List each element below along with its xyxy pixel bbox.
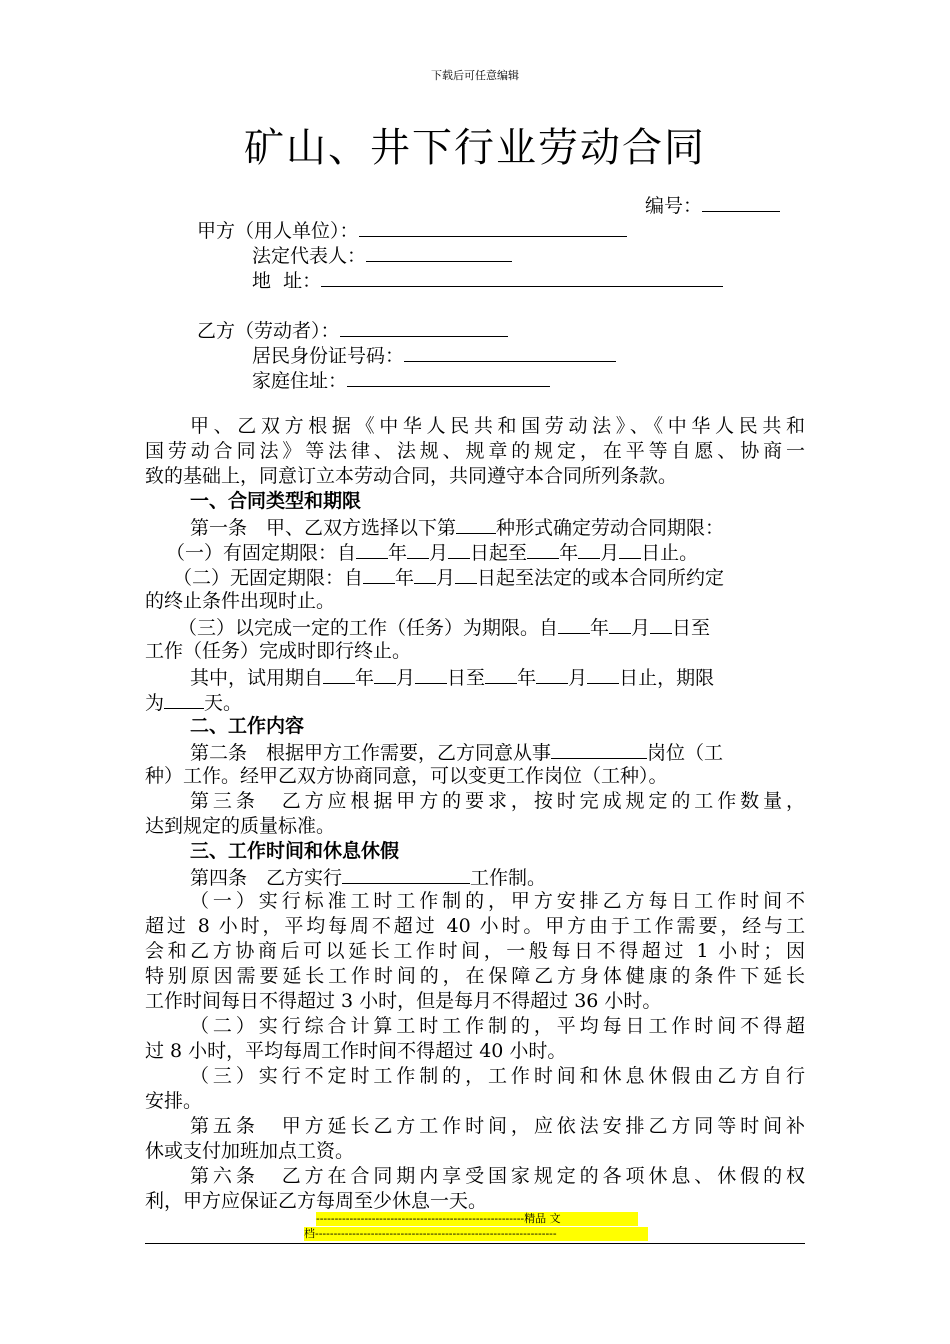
unit: 月 bbox=[396, 667, 416, 689]
option-2 bbox=[173, 564, 724, 591]
article-text: 第二条 根据甲方工作需要，乙方同意从事 bbox=[190, 742, 552, 764]
article-4 bbox=[190, 864, 546, 891]
unit: 日至 bbox=[447, 667, 486, 689]
party-b-id-row bbox=[252, 342, 616, 369]
blank[interactable] bbox=[415, 664, 447, 684]
option-text: 日起至法定的或本合同所约定 bbox=[477, 567, 725, 589]
clause-line: 安排。 bbox=[145, 1090, 203, 1112]
blank[interactable] bbox=[374, 664, 396, 684]
blank[interactable] bbox=[323, 664, 355, 684]
clause-line: （三）实行不定时工作制的，工作时间和休息休假由乙方自行 bbox=[190, 1065, 805, 1087]
document-title: 矿山、井下行业劳动合同 bbox=[244, 125, 706, 171]
party-a-addr-label: 地 址： bbox=[252, 270, 322, 292]
article-6: 第六条 乙方在合同期内享受国家规定的各项休息、休假的权 bbox=[190, 1165, 805, 1187]
unit: 年 bbox=[388, 542, 408, 564]
trial-text: 天。 bbox=[204, 692, 243, 714]
section-heading: 三、工作时间和休息休假 bbox=[190, 840, 400, 862]
article-5-cont: 休或支付加班加点工资。 bbox=[145, 1140, 355, 1162]
clause-line: 特别原因需要延长工作时间的，在保障乙方身体健康的条件下延长 bbox=[145, 965, 805, 987]
unit: 年 bbox=[395, 567, 415, 589]
blank[interactable] bbox=[356, 539, 388, 559]
blank[interactable] bbox=[455, 564, 477, 584]
blank[interactable] bbox=[587, 664, 619, 684]
party-b-label: 乙方（劳动者）： bbox=[197, 320, 340, 342]
unit: 月 bbox=[600, 542, 620, 564]
article-2-cont: 种）工作。经甲乙双方协商同意，可以变更工作岗位（工种）。 bbox=[145, 765, 668, 787]
article-text: 工作制。 bbox=[470, 867, 547, 889]
unit: 月 bbox=[436, 567, 456, 589]
contract-number-blank[interactable] bbox=[702, 192, 780, 212]
blank[interactable] bbox=[619, 539, 641, 559]
blank[interactable] bbox=[609, 614, 631, 634]
party-a-label: 甲方（用人单位）： bbox=[197, 220, 359, 242]
unit: 年 bbox=[517, 667, 537, 689]
option-text: （一）有固定期限：自 bbox=[166, 542, 357, 564]
contract-number bbox=[645, 192, 780, 219]
article-5: 第五条 甲方延长乙方工作时间，应依法安排乙方同等时间补 bbox=[190, 1115, 805, 1137]
article-6-cont: 利，甲方应保证乙方每周至少休息一天。 bbox=[145, 1190, 488, 1212]
clause-line: 工作时间每日不得超过 3 小时，但是每月不得超过 36 小时。 bbox=[145, 990, 662, 1012]
option-text: （二）无固定期限：自 bbox=[173, 567, 364, 589]
clause-line: 会和乙方协商后可以延长工作时间，一般每日不得超过 1 小时；因 bbox=[145, 940, 805, 962]
section-heading: 一、合同类型和期限 bbox=[190, 490, 362, 512]
article-text: 第四条 乙方实行 bbox=[190, 867, 343, 889]
blank[interactable] bbox=[551, 739, 647, 759]
contract-number-label: 编号： bbox=[645, 195, 703, 217]
trial-text: 为 bbox=[145, 692, 165, 714]
party-a-rep-label: 法定代表人： bbox=[252, 245, 367, 267]
article-3-cont: 达到规定的质量标准。 bbox=[145, 815, 336, 837]
party-b-id-blank[interactable] bbox=[404, 342, 616, 362]
article-text: 岗位（工 bbox=[647, 742, 724, 764]
blank[interactable] bbox=[448, 539, 470, 559]
party-b-blank[interactable] bbox=[340, 317, 508, 337]
intro-line: 致的基础上，同意订立本劳动合同，共同遵守本合同所列条款。 bbox=[145, 465, 678, 487]
blank[interactable] bbox=[342, 864, 470, 884]
unit: 月 bbox=[631, 617, 651, 639]
footer-divider bbox=[145, 1243, 805, 1244]
unit: 年 bbox=[590, 617, 610, 639]
trial-period bbox=[190, 664, 714, 691]
party-a-blank[interactable] bbox=[359, 217, 627, 237]
option-3 bbox=[178, 614, 710, 641]
unit: 日止。 bbox=[641, 542, 699, 564]
unit: 月 bbox=[568, 667, 588, 689]
section-heading: 二、工作内容 bbox=[190, 715, 305, 737]
unit: 月 bbox=[429, 542, 449, 564]
clause-line: （一）实行标准工时工作制的，甲方安排乙方每日工作时间不 bbox=[190, 890, 805, 912]
clause-line: 过 8 小时，平均每周工作时间不得超过 40 小时。 bbox=[145, 1040, 567, 1062]
blank[interactable] bbox=[536, 664, 568, 684]
unit: 日起至 bbox=[470, 542, 528, 564]
party-a-addr-blank[interactable] bbox=[321, 267, 723, 287]
blank[interactable] bbox=[485, 664, 517, 684]
party-a-addr-row bbox=[252, 267, 723, 294]
clause-line: （二）实行综合计算工时工作制的，平均每日工作时间不得超 bbox=[190, 1015, 805, 1037]
footer-watermark-line: --------------------------------------------------------精品 文 bbox=[316, 1212, 638, 1226]
option-text: 日至 bbox=[672, 617, 711, 639]
party-a-rep-blank[interactable] bbox=[366, 242, 512, 262]
option-text: （三）以完成一定的工作（任务）为期限。自 bbox=[178, 617, 559, 639]
option-2-cont: 的终止条件出现时止。 bbox=[145, 590, 336, 612]
blank[interactable] bbox=[456, 514, 496, 534]
party-b-row bbox=[197, 317, 508, 344]
blank[interactable] bbox=[407, 539, 429, 559]
party-b-home-row bbox=[252, 367, 550, 394]
clause-line: 超过 8 小时，平均每周不超过 40 小时。甲方由于工作需要，经与工 bbox=[145, 915, 805, 937]
footer-watermark-line: 档----------------------------------------------------------------- bbox=[304, 1227, 648, 1241]
trial-period-cont bbox=[145, 689, 242, 716]
trial-text: 日止，期限 bbox=[619, 667, 715, 689]
article-2 bbox=[190, 739, 723, 766]
blank[interactable] bbox=[578, 539, 600, 559]
unit: 年 bbox=[355, 667, 375, 689]
party-a-row bbox=[197, 217, 627, 244]
blank[interactable] bbox=[414, 564, 436, 584]
party-b-id-label: 居民身份证号码： bbox=[252, 345, 405, 367]
blank[interactable] bbox=[527, 539, 559, 559]
header-note: 下载后可任意编辑 bbox=[431, 69, 519, 82]
intro-line: 国劳动合同法》等法律、法规、规章的规定，在平等自愿、协商一 bbox=[145, 440, 805, 462]
article-3: 第三条 乙方应根据甲方的要求，按时完成规定的工作数量， bbox=[190, 790, 805, 812]
blank[interactable] bbox=[650, 614, 672, 634]
blank[interactable] bbox=[363, 564, 395, 584]
party-b-home-blank[interactable] bbox=[347, 367, 550, 387]
option-1 bbox=[166, 539, 698, 566]
option-3-cont: 工作（任务）完成时即行终止。 bbox=[145, 640, 412, 662]
party-a-rep-row bbox=[252, 242, 512, 269]
party-b-home-label: 家庭住址： bbox=[252, 370, 348, 392]
article-text: 第一条 甲、乙双方选择以下第 bbox=[190, 517, 457, 539]
unit: 年 bbox=[559, 542, 579, 564]
article-text: 种形式确定劳动合同期限： bbox=[496, 517, 725, 539]
blank[interactable] bbox=[164, 689, 204, 709]
blank[interactable] bbox=[558, 614, 590, 634]
article-1 bbox=[190, 514, 724, 541]
intro-line: 甲、乙双方根据《中华人民共和国劳动法》、《中华人民共和 bbox=[190, 415, 805, 437]
trial-text: 其中，试用期自 bbox=[190, 667, 324, 689]
